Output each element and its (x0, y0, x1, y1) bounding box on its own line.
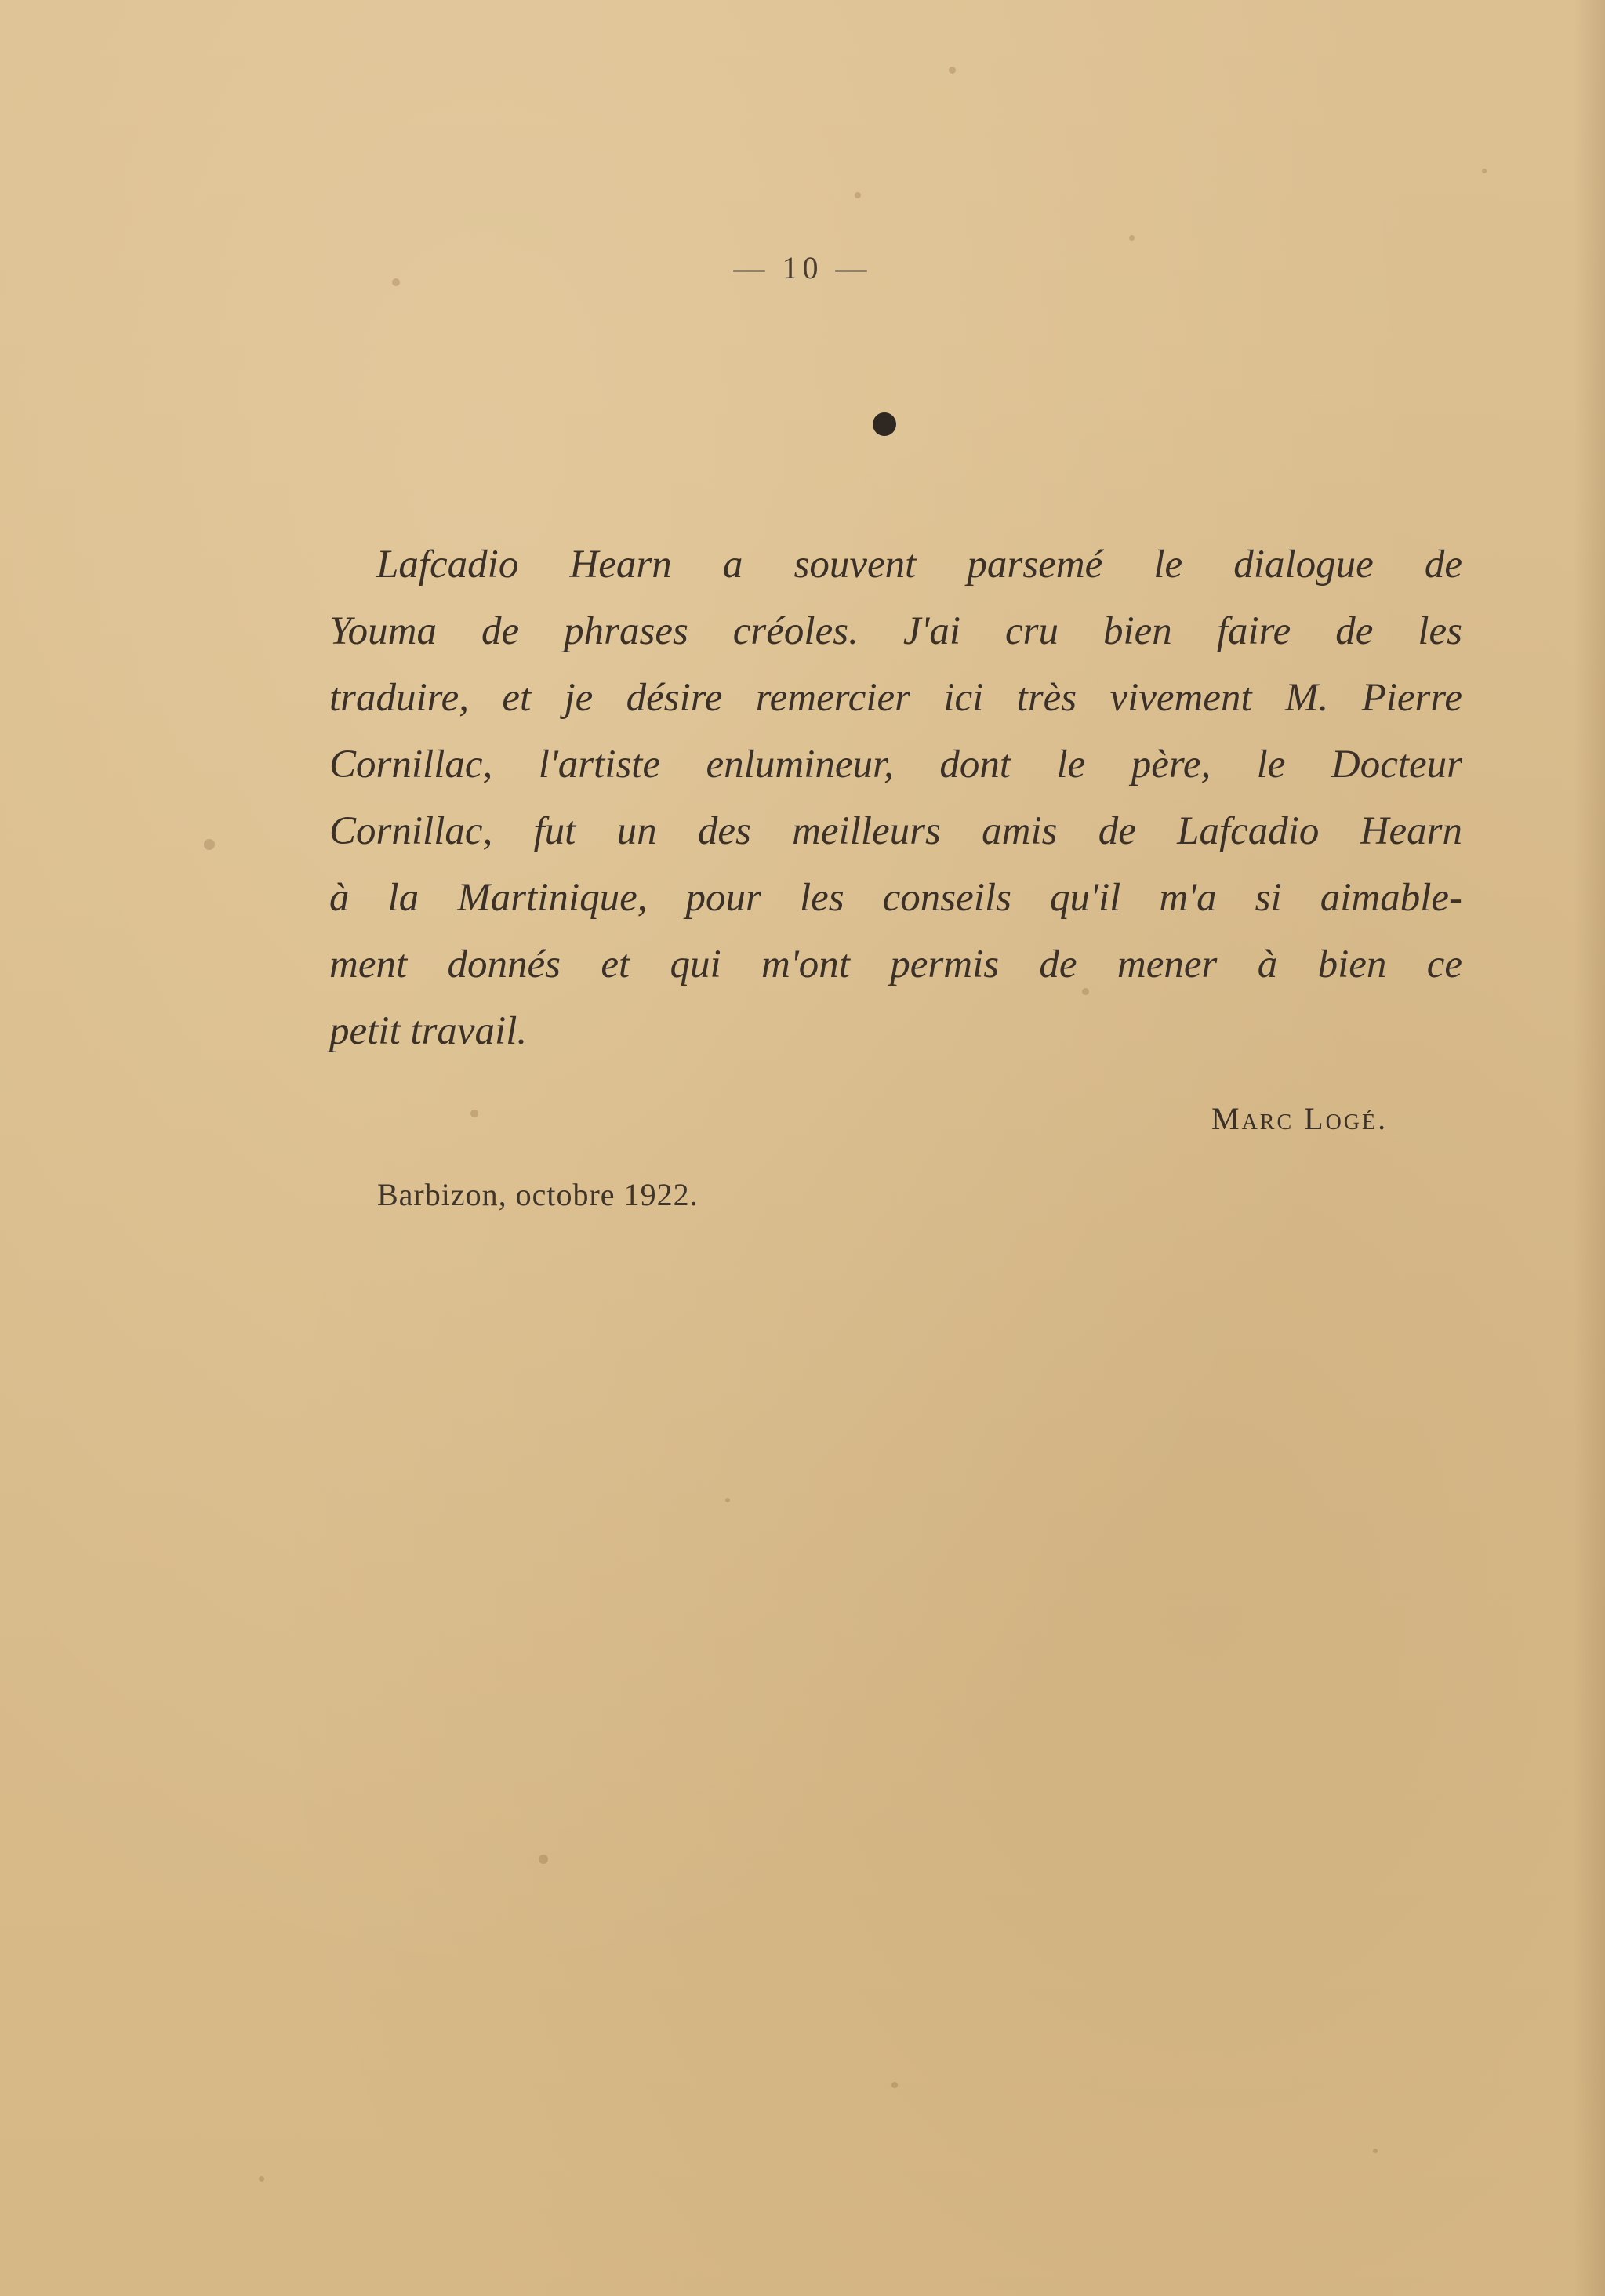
paper-speck (539, 1855, 548, 1864)
paper-speck (1373, 2149, 1378, 2153)
place-date: Barbizon, octobre 1922. (377, 1177, 699, 1212)
body-paragraph (329, 532, 1462, 1065)
paragraph-line: Cornillac, fut un des meilleurs amis de Lafcadio Hearn (329, 809, 1462, 853)
ornament-dot (873, 412, 896, 436)
paragraph-line: ment donnés et qui m'ont permis de mener à bien ce (329, 943, 1462, 986)
paragraph-line: Lafcadio Hearn a souvent parsemé le dialogue de (376, 543, 1462, 587)
paragraph-line: traduire, et je désire remercier ici très vivement M. Pierre (329, 676, 1462, 720)
page-number: — 10 — (733, 250, 872, 285)
paper-speck (1129, 235, 1135, 241)
page-edge-shadow (1574, 0, 1605, 2296)
paragraph-line: petit travail. (329, 1009, 528, 1053)
paper-speck (470, 1110, 478, 1117)
paper-speck (1482, 169, 1487, 173)
paper-speck (725, 1498, 730, 1502)
paper-speck (855, 192, 861, 198)
paper-speck (204, 839, 215, 850)
paper-speck (891, 2082, 898, 2088)
paragraph-line: Cornillac, l'artiste enlumineur, dont le père, le Docteur (329, 743, 1462, 787)
paper-speck (259, 2176, 264, 2182)
paragraph-line: Youma de phrases créoles. J'ai cru bien faire de les (329, 609, 1462, 653)
paragraph-line: à la Martinique, pour les conseils qu'il m'a si aimable- (329, 876, 1462, 920)
author-signature: Marc Logé. (1211, 1101, 1389, 1136)
paper-speck (949, 67, 956, 74)
